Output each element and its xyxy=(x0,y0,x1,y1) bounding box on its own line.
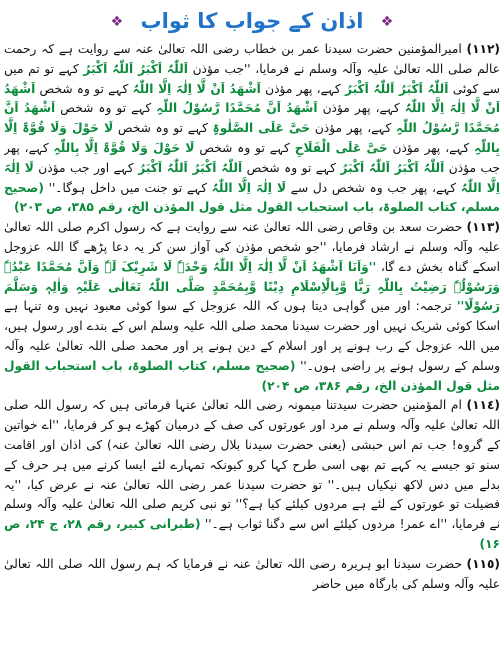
urdu-text: کہے، پھر جب وہ شخص دل سے xyxy=(286,180,461,195)
urdu-text: کہے اور جب مؤذن xyxy=(33,160,139,175)
arabic-text: حَیَّ عَلَی الْفَلَاحِ xyxy=(294,140,388,155)
arabic-text: ''وَاَنَا اَشْھَدُ اَنْ لَّا اِلٰہَ اِلَّا اللّٰہُ وَحْدَہٗ لَا شَرِیْکَ لَہٗ وَاَنَّ مُحَمَّدًا عَبْدُہٗ وَرَسُوْلُہٗ رَضِیْتُ بِاللّٰہِ رَبًّا وَّبِالْاِسْلَامِ دِیْنًا وَّبِمُحَمَّدٍ صَلَّی اللّٰہُ تَعَالٰی عَلَیْہِ وَاٰلِہٖ وَسَلَّمَ رَسُوْلًا'' xyxy=(4,259,500,314)
urdu-text: کہے تو وہ شخص xyxy=(55,101,157,116)
arabic-text: حَیَّ عَلَی الصَّلٰوۃِ xyxy=(212,121,311,136)
title-ornament-right: ❖ xyxy=(380,14,394,30)
arabic-text: لَا اِلٰہَ اِلَّا اللّٰہُ xyxy=(4,160,500,195)
arabic-text: لَا اِلٰہَ اِلَّا اللّٰہُ xyxy=(211,180,287,195)
urdu-text: حضرت سیدنا ابو ہریرہ رضی اللہ تعالیٰ عنہ نے فرمایا کہ ہم رسول اللہ صلی اللہ تعالیٰ علیہ وآلہ وسلم کی بارگاہ میں حاضر xyxy=(4,556,500,591)
urdu-text: کہے، پھر مؤذن xyxy=(317,101,405,116)
arabic-text: اَشْھَدُ اَنْ لَّا اِلٰہَ اِلَّا اللّٰہُ xyxy=(4,81,500,116)
hadith-number: (١١٣) xyxy=(466,220,500,235)
urdu-text: کہے تو جنت میں داخل ہوگا۔'' xyxy=(43,180,212,195)
document-body xyxy=(4,40,500,643)
hadith-paragraph xyxy=(4,218,500,396)
reference-citation: (صحیح مسلم، کتاب الصلوۃ، باب استحباب القول مثل قول المؤذن الخ، رقم ۳۸۵، ص ۲۰۳) xyxy=(4,180,500,215)
hadith-number: (١١٤) xyxy=(466,398,500,413)
hadith-paragraph xyxy=(4,396,500,554)
title-ornament-left: ❖ xyxy=(110,14,124,30)
urdu-text: کہے تو تم میں سے کوئی xyxy=(4,61,500,96)
arabic-text: اَللّٰہُ اَکْبَرُ اَللّٰہُ اَکْبَرُ xyxy=(345,81,449,96)
arabic-text: لَا حَوْلَ وَلَا قُوَّۃَ اِلَّا بِاللّٰہِ xyxy=(4,121,500,155)
arabic-text: اَللّٰہُ اَکْبَرُ اَللّٰہُ اَکْبَرُ xyxy=(83,61,188,76)
page-title-text: اذان کے جواب کا ثواب xyxy=(140,9,364,33)
urdu-text: ام المؤمنین حضرت سیدتنا میمونہ رضی اللہ تعالیٰ عنہا فرماتی ہیں کہ رسول اللہ صلی اللہ تعالیٰ علیہ وآلہ وسلم نے مرد اور عورتوں کی صف کے درمیان کھڑے ہو کر فرمایا، ''اے خواتین کے گروہ! جب تم اس حبشی (یعنی حضرت سیدنا بلال رضی اللہ تعالیٰ عنہ) کی اذان اور اقامت سنو تو جیسے یہ کہے تم بھی اسی طرح کہا کرو کیونکہ تمہارے لئے ایسا کرنے میں ہر حرف کے بدلے میں دس لاکھ نیکیاں ہیں۔'' تو حضرت سیدنا عمر رضی اللہ تعالیٰ عنہ نے عرض کیا، ''یہ فضیلت تو عورتوں کے لئے ہے مردوں کیلئے کیا ہے؟'' تو نبی کریم صلی اللہ تعالیٰ علیہ وآلہ وسلم نے فرمایا، ''اے عمر! مردوں کیلئے اس سے دگنا ثواب ہے۔'' xyxy=(4,398,500,532)
arabic-text: اَشْھَدُ اَنَّ مُحَمَّدًا رَّسُوْلُ اللّٰہِ xyxy=(156,101,318,116)
urdu-text: حضرت سعد بن وقاص رضی اللہ تعالیٰ عنہ سے روایت ہے کہ رسول اکرم صلی اللہ تعالیٰ علیہ وآلہ وسلم نے ارشاد فرمایا، ''جو شخص مؤذن کی آواز سن کر یہ دعا پڑھے گا اللہ عزوجل اسکے گناہ بخش دے گا، xyxy=(4,220,500,274)
urdu-text: کہے، پھر جب مؤذن xyxy=(4,140,500,175)
arabic-text: لَا حَوْلَ وَلَا قُوَّۃَ اِلَّا بِاللّٰہِ xyxy=(53,140,195,155)
arabic-text: اَشْھَدُ اَنْ لَّا اِلٰہَ اِلَّا اللّٰہُ xyxy=(132,81,261,96)
urdu-text: ترجمہ: اور میں گواہی دیتا ہوں کہ اللہ عزوجل کے سوا کوئی معبود نہیں وہ تنہا ہے اسکا کوئی شریک نہیں اور حضرت سیدنا محمد صلی اللہ علیہ وسلم اس کے بندے اور رسول ہیں، میں اللہ عزوجل کے رب ہونے پر اور اسلام کے دین ہونے پر اور محمد صلی اللہ تعالیٰ علیہ وآلہ وسلم کے رسول ہونے پر راضی ہوں۔'' xyxy=(4,299,500,373)
arabic-text: اَللّٰہُ اَکْبَرُ اَللّٰہُ اَکْبَرُ xyxy=(340,160,445,175)
reference-citation: (صحیح مسلم، کتاب الصلوۃ، باب استحباب القول مثل قول المؤذن الخ، رقم ۳۸۶، ص ۲۰۴) xyxy=(4,358,500,393)
hadith-paragraph xyxy=(4,40,500,218)
urdu-text: کہے، پھر مؤذن xyxy=(260,81,345,96)
urdu-text: کہے تو وہ شخص xyxy=(113,121,213,136)
urdu-text: کہے تو وہ شخص xyxy=(194,140,295,155)
arabic-text: اَشْھَدُ اَنَّ مُحَمَّدًا رَّسُوْلُ اللّٰہِ xyxy=(4,101,500,136)
arabic-text: اَللّٰہُ اَکْبَرُ اَللّٰہُ اَکْبَرُ xyxy=(138,160,243,175)
page-title xyxy=(0,4,504,38)
hadith-number: (١١٢) xyxy=(466,42,500,56)
hadith-number: (١١٥) xyxy=(466,556,500,571)
urdu-text: کہے تو وہ شخص xyxy=(242,160,341,175)
urdu-text: امیرالمؤمنین حضرت سیدنا عمر بن خطاب رضی اللہ تعالیٰ عنہ سے روایت ہے کہ رحمت عالم صلی اللہ تعالیٰ علیہ وآلہ وسلم نے فرمایا، ''جب مؤذن xyxy=(4,42,500,76)
hadith-paragraph xyxy=(4,555,500,595)
urdu-text: کہے، پھر مؤذن xyxy=(387,140,475,155)
urdu-text: کہے تو وہ شخص xyxy=(35,81,133,96)
urdu-text: کہے، پھر مؤذن xyxy=(310,121,396,136)
reference-citation: (طبرانی کبیر، رقم ۲۸، ج ۲۴، ص ۱۶) xyxy=(4,517,500,551)
